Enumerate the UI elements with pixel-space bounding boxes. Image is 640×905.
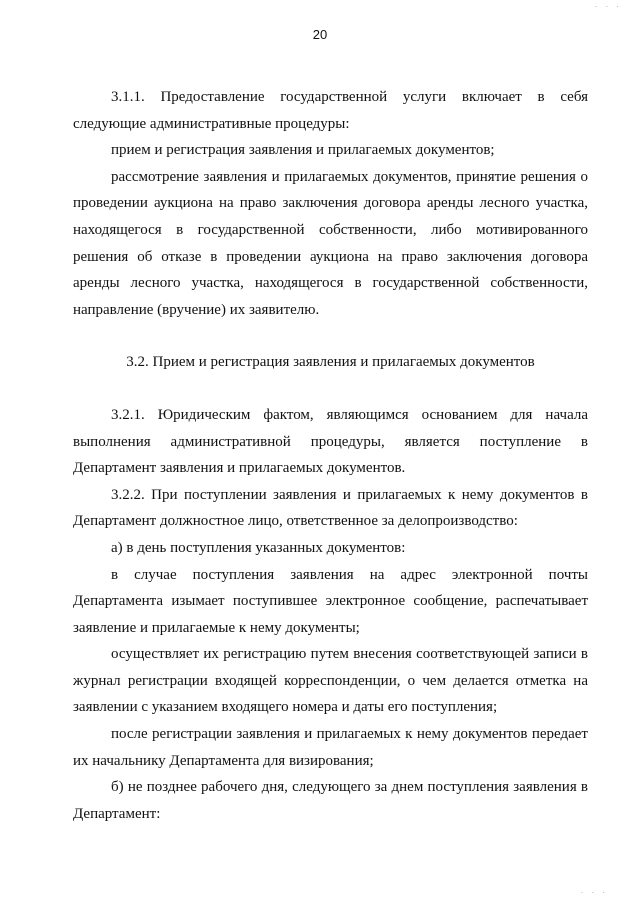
paragraph-item-b: б) не позднее рабочего дня, следующего за днем поступления заявления в Департамент: [73,779,588,822]
paragraph-item-a: а) в день поступления указанных документов: [111,539,406,556]
paragraph-3-2-1: 3.2.1. Юридическим фактом, являющимся основанием для начала выполнения административной процедуры, является поступление в Департамент заявления и прилагаемых документов. [73,406,588,477]
paragraph-3-1-1: 3.1.1. Предоставление государственной услуги включает в себя следующие административные процедуры: [73,89,588,132]
section-heading-3-2: 3.2. Прием и регистрация заявления и прилагаемых документов [126,354,535,371]
paragraph-3-2-2: 3.2.2. При поступлении заявления и прилагаемых к нему документов в Департамент должностное лицо, ответственное за делопроизводство: [73,486,588,530]
document-body [73,84,588,827]
paragraph-email-intake: в случае поступления заявления на адрес электронной почты Департамента изымает поступившее электронное сообщение, распечатывает заявление и прилагаемые к нему документы; [73,566,588,636]
scan-artifact-bottom: · · · [580,888,608,897]
paragraph-procedure-2: рассмотрение заявления и прилагаемых документов, принятие решения о проведении аукциона на право заключения договора аренды лесного участка, находящегося в государственной собственности, либо мотивированного решения об отказе в проведении аукциона на право заключения договора аренды лесного участка, находящегося в государственной собственности, направление (вручение) их заявителю. [73,168,588,318]
paragraph-registration: осуществляет их регистрацию путем внесения соответствующей записи в журнал регистрации входящей корреспонденции, о чем делается отметка на заявлении с указанием входящего номера и даты его поступления; [73,646,588,716]
page-number: 20 [312,27,328,42]
scan-artifact-top: · · · [594,2,622,11]
paragraph-procedure-1: прием и регистрация заявления и прилагаемых документов; [111,142,495,159]
paragraph-transfer-to-head: после регистрации заявления и прилагаемых к нему документов передает их начальнику Департамента для визирования; [73,726,588,769]
